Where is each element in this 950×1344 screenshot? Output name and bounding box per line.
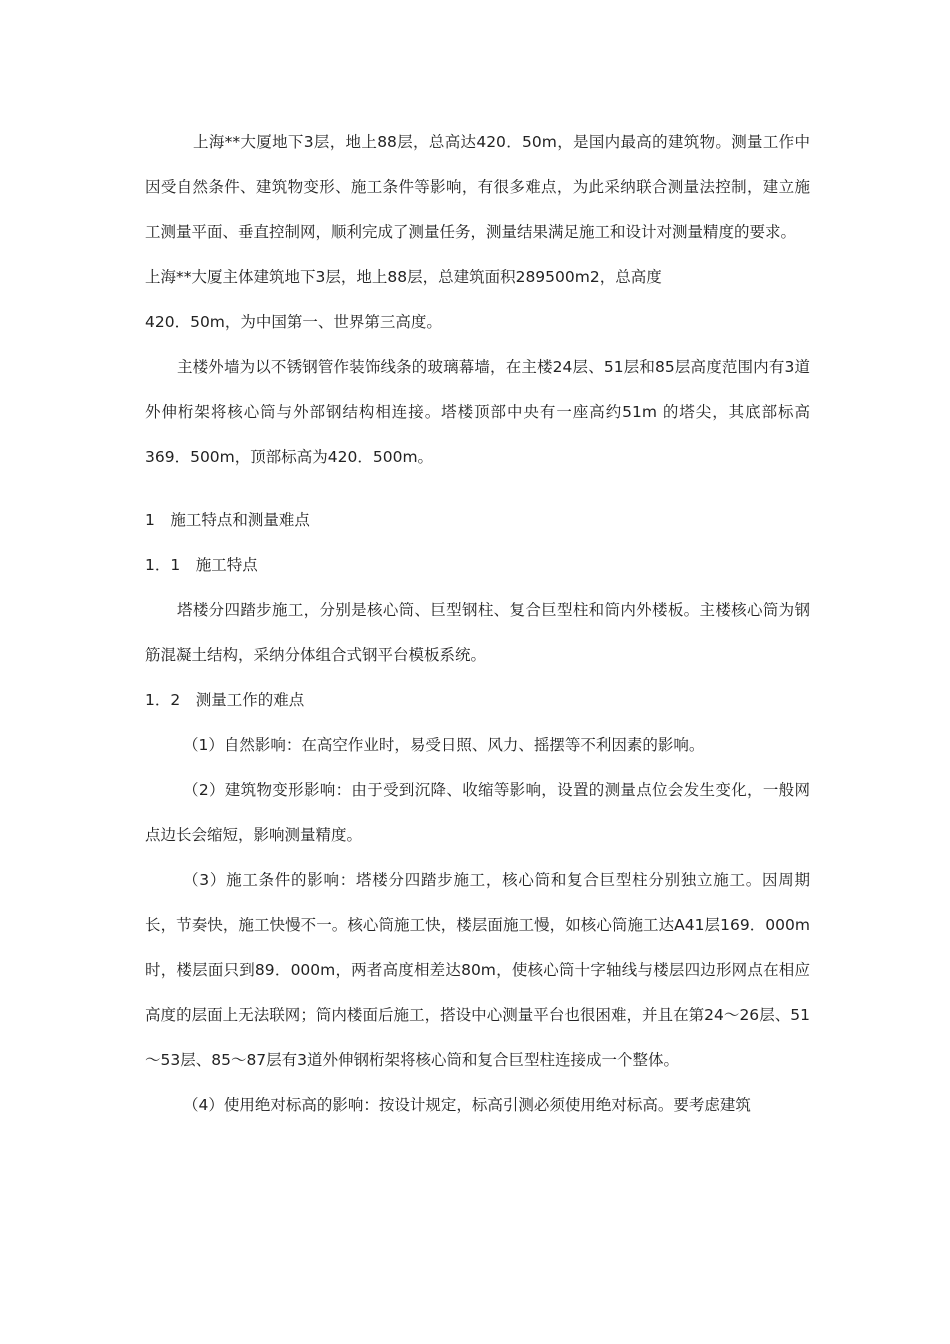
intro-paragraph: 上海**大厦地下3层，地上88层，总高达420．50m，是国内最高的建筑物。测量工作中因受自然条件、建筑物变形、施工条件等影响，有很多难点，为此采纳联合测量法控制，建立施工测量平面、垂直控制网，顺利完成了测量任务，测量结果满足施工和设计对测量精度的要求。 [145,133,810,241]
section-1-heading: 1 施工特点和测量难点 [145,511,310,529]
section-1-1-heading: 1．1 施工特点 [145,556,258,574]
overview-paragraph-line-1: 上海**大厦主体建筑地下3层，地上88层，总建筑面积289500m2，总高度 [145,268,662,286]
difficulty-item-4: （4）使用绝对标高的影响：按设计规定，标高引测必须使用绝对标高。要考虑建筑 [183,1096,751,1114]
difficulty-item-3: （3）施工条件的影响：塔楼分四踏步施工，核心筒和复合巨型柱分别独立施工。因周期长，节奏快，施工快慢不一。核心筒施工快，楼层面施工慢，如核心筒施工达A41层169．000m时，楼层面只到89．000m，两者高度相差达80m，使核心筒十字轴线与楼层四边形网点在相应高度的层面上无法联网；筒内楼面后施工，搭设中心测量平台也很困难，并且在第24～26层、51～53层、85～87层有3道外伸钢桁架将核心筒和复合巨型柱连接成一个整体。 [145,871,810,1069]
document-body [145,120,810,1128]
difficulty-item-1: （1）自然影响：在高空作业时，易受日照、风力、摇摆等不利因素的影响。 [183,736,705,754]
section-1-1-paragraph: 塔楼分四踏步施工，分别是核心筒、巨型钢柱、复合巨型柱和筒内外楼板。主楼核心筒为钢筋混凝土结构，采纳分体组合式钢平台模板系统。 [145,601,810,664]
difficulty-item-2: （2）建筑物变形影响：由于受到沉降、收缩等影响，设置的测量点位会发生变化，一般网点边长会缩短，影响测量精度。 [145,781,810,844]
overview-paragraph-line-2: 420．50m，为中国第一、世界第三高度。 [145,313,442,331]
facade-paragraph: 主楼外墙为以不锈钢管作装饰线条的玻璃幕墙，在主楼24层、51层和85层高度范围内有3道外伸桁架将核心筒与外部钢结构相连接。塔楼顶部中央有一座高约51m 的塔尖，其底部标高369．500m，顶部标高为420．500m。 [145,358,810,466]
section-1-2-heading: 1．2 测量工作的难点 [145,691,305,709]
